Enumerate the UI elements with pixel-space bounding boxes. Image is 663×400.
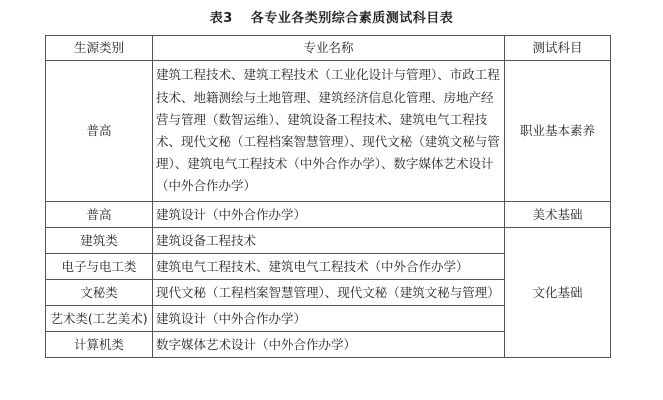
- header-major: 专业名称: [153, 36, 505, 61]
- table-row: [46, 202, 611, 228]
- header-category: 生源类别: [46, 36, 153, 61]
- category-cell: 文秘类: [46, 280, 153, 306]
- category-cell: 普高: [46, 202, 153, 228]
- majors-cell: 建筑电气工程技术、建筑电气工程技术（中外合作办学）: [153, 254, 505, 280]
- table-row: [46, 228, 611, 254]
- table-row: [46, 61, 611, 202]
- table-caption: [0, 7, 663, 26]
- majors-cell: 建筑设计（中外合作办学）: [153, 202, 505, 228]
- category-cell: 电子与电工类: [46, 254, 153, 280]
- category-cell: 建筑类: [46, 228, 153, 254]
- table-number: 表3: [209, 11, 233, 26]
- majors-cell: 建筑工程技术、建筑工程技术（工业化设计与管理）、市政工程技术、地籍测绘与土地管理、建筑经济信息化管理、房地产经营与管理（数智运维）、建筑设备工程技术、建筑电气工程技术、现代文秘（工程档案智慧管理）、现代文秘（建筑文秘与管理）、建筑电气工程技术（中外合作办学）、数字媒体艺术设计（中外合作办学）: [153, 61, 505, 202]
- header-row: [46, 36, 611, 61]
- header-subject: 测试科目: [505, 36, 611, 61]
- subject-cell: 美术基础: [505, 202, 611, 228]
- majors-cell: 现代文秘（工程档案智慧管理）、现代文秘（建筑文秘与管理）: [153, 280, 505, 306]
- subject-table: [45, 35, 611, 358]
- category-cell: 艺术类(工艺美术): [46, 306, 153, 332]
- category-cell: 普高: [46, 61, 153, 202]
- majors-cell: 数字媒体艺术设计（中外合作办学）: [153, 332, 505, 358]
- majors-cell: 建筑设备工程技术: [153, 228, 505, 254]
- table-title: 各专业各类别综合素质测试科目表: [250, 11, 454, 26]
- subject-cell: 文化基础: [505, 228, 611, 358]
- subject-cell: 职业基本素养: [505, 61, 611, 202]
- majors-cell: 建筑设计（中外合作办学）: [153, 306, 505, 332]
- category-cell: 计算机类: [46, 332, 153, 358]
